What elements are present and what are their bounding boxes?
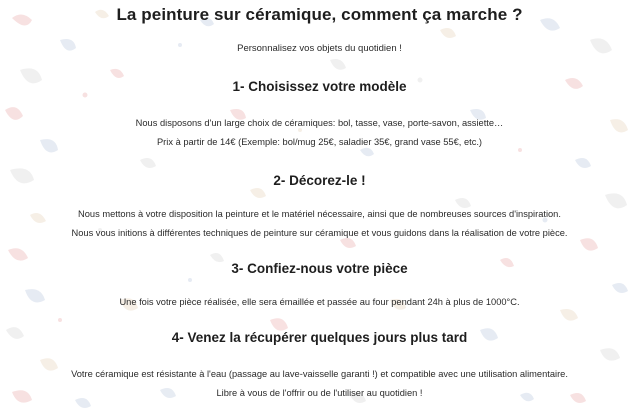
step-2-heading: 2- Décorez-le ! bbox=[273, 173, 366, 188]
step-1-text bbox=[0, 114, 639, 152]
step-1-line-2: Prix à partir de 14€ (Exemple: bol/mug 25€, saladier 35€, grand vase 55€, etc.) bbox=[156, 137, 483, 147]
step-1-heading: 1- Choisissez votre modèle bbox=[232, 79, 407, 94]
step-3-line-1: Une fois votre pièce réalisée, elle sera émaillée et passée au four pendant 24h à plus de 1000°C. bbox=[119, 297, 520, 307]
step-1-line-1: Nous disposons d'un large choix de céramiques: bol, tasse, vase, porte-savon, assiette… bbox=[135, 118, 504, 128]
step-4-heading: 4- Venez la récupérer quelques jours plus tard bbox=[171, 330, 468, 345]
page-title: La peinture sur céramique, comment ça marche ? bbox=[116, 5, 523, 24]
step-4-line-2: Libre à vous de l'offrir ou de l'utiliser au quotidien ! bbox=[216, 388, 423, 398]
step-2-line-2: Nous vous initions à différentes techniques de peinture sur céramique et vous guidons dans la réalisation de votre pièce. bbox=[71, 228, 568, 238]
step-3-heading: 3- Confiez-nous votre pièce bbox=[231, 261, 408, 276]
step-2-line-1: Nous mettons à votre disposition la peinture et le matériel nécessaire, ainsi que de nombreuses sources d'inspiration. bbox=[78, 209, 561, 219]
page-subtitle: Personnalisez vos objets du quotidien ! bbox=[237, 43, 402, 54]
step-2-text bbox=[0, 205, 639, 243]
step-4-text bbox=[0, 365, 639, 403]
step-3-text bbox=[0, 293, 639, 312]
step-4-line-1: Votre céramique est résistante à l'eau (passage au lave-vaisselle garanti !) et compatible avec une utilisation alimentaire. bbox=[71, 369, 568, 379]
